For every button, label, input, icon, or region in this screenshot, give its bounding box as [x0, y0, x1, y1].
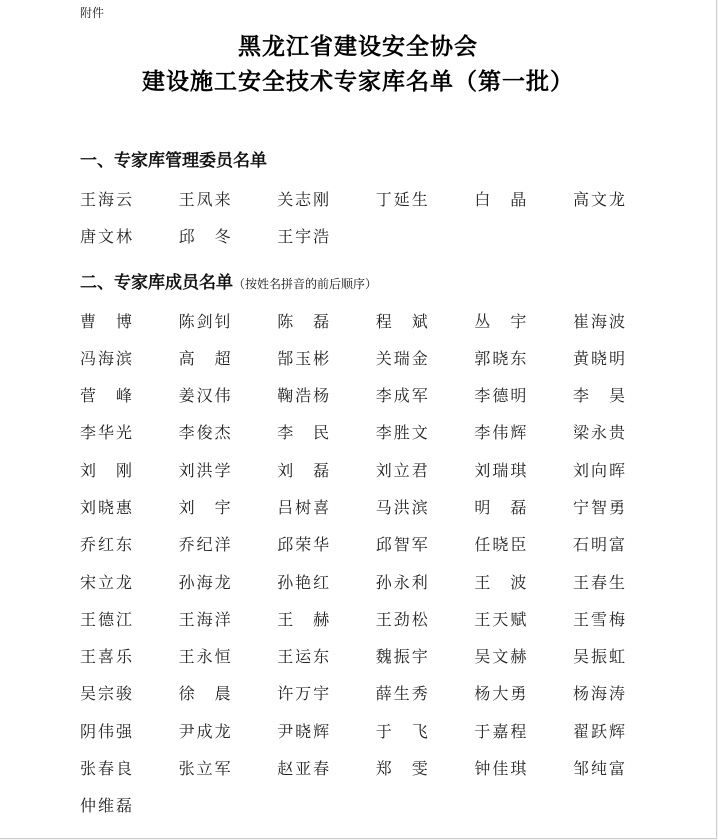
person-name: 唐 文 林	[80, 226, 132, 246]
committee-heading	[80, 146, 267, 171]
name-cell	[179, 530, 278, 567]
person-name: 刘 向 晖	[572, 460, 625, 480]
name-cell	[277, 716, 376, 753]
name-cell	[474, 492, 573, 529]
name-cell	[573, 754, 672, 791]
name-cell	[573, 716, 672, 753]
name-cell	[277, 604, 376, 641]
person-name: 石 明 富	[572, 535, 625, 555]
person-name: 丁 延 生	[375, 189, 428, 209]
name-cell	[277, 492, 376, 529]
person-name: 孙 艳 红	[277, 572, 330, 592]
person-name: 刘 磊	[277, 460, 330, 480]
name-cell	[179, 679, 278, 716]
name-cell	[474, 642, 573, 679]
person-name: 王 天 赋	[474, 609, 527, 629]
person-name: 邱 智 军	[375, 535, 428, 555]
person-name: 邹 纯 富	[572, 759, 625, 779]
document-title: 黑龙江省建设安全协会	[238, 34, 478, 60]
person-name: 李 民	[277, 423, 330, 443]
members-name-list	[80, 306, 672, 828]
person-name: 许 万 宇	[277, 684, 330, 704]
name-cell	[179, 418, 278, 455]
name-cell	[80, 455, 179, 492]
person-name: 王 宇 浩	[277, 226, 330, 246]
name-cell	[573, 604, 672, 641]
person-name: 翟 跃 辉	[572, 721, 625, 741]
name-cell	[179, 716, 278, 753]
name-cell	[179, 306, 278, 343]
name-cell	[277, 221, 376, 258]
person-name: 丛 宇	[474, 311, 527, 331]
person-name: 王 劲 松	[375, 609, 428, 629]
name-cell	[474, 754, 573, 791]
name-cell	[277, 306, 376, 343]
name-cell	[376, 418, 475, 455]
person-name: 王 海 洋	[178, 609, 231, 629]
person-name: 崔 海 波	[572, 311, 625, 331]
person-name: 李 伟 辉	[474, 423, 527, 443]
person-name: 徐 晨	[178, 684, 231, 704]
name-cell	[474, 604, 573, 641]
person-name: 吴 宗 骏	[80, 684, 132, 704]
name-cell	[474, 455, 573, 492]
person-name: 魏 振 宇	[375, 647, 428, 667]
name-cell	[573, 455, 672, 492]
person-name: 李 成 军	[375, 386, 428, 406]
name-cell	[80, 184, 179, 221]
person-name: 吴 文 赫	[474, 647, 527, 667]
committee-heading-text: 一、专家库管理委员名单	[80, 151, 267, 171]
name-cell	[474, 530, 573, 567]
person-name: 郑 雯	[375, 759, 428, 779]
name-cell	[80, 754, 179, 791]
name-cell	[80, 567, 179, 604]
person-name: 马 洪 滨	[375, 497, 428, 517]
name-cell	[80, 791, 179, 828]
person-name: 王 永 恒	[178, 647, 231, 667]
person-name: 鞠 浩 杨	[277, 386, 330, 406]
person-name: 杨 海 涛	[572, 684, 625, 704]
name-cell	[573, 381, 672, 418]
name-cell	[376, 567, 475, 604]
name-cell	[376, 754, 475, 791]
name-cell	[80, 530, 179, 567]
person-name: 张 立 军	[178, 759, 231, 779]
person-name: 杨 大 勇	[474, 684, 527, 704]
name-cell	[376, 343, 475, 380]
person-name: 王 海 云	[80, 189, 132, 209]
name-cell	[474, 306, 573, 343]
name-cell	[277, 381, 376, 418]
person-name: 孙 海 龙	[178, 572, 231, 592]
person-name: 仲 维 磊	[80, 796, 132, 816]
person-name: 尹 成 龙	[178, 721, 231, 741]
person-name: 王 德 江	[80, 609, 132, 629]
person-name: 吕 树 喜	[277, 497, 330, 517]
name-cell	[573, 184, 672, 221]
person-name: 关 志 刚	[277, 189, 330, 209]
person-name: 李 德 明	[474, 386, 527, 406]
name-cell	[474, 381, 573, 418]
person-name: 乔 红 东	[80, 535, 132, 555]
person-name: 王 波	[474, 572, 527, 592]
person-name: 梁 永 贵	[572, 423, 625, 443]
name-cell	[474, 679, 573, 716]
name-cell	[80, 381, 179, 418]
person-name: 高 超	[178, 348, 231, 368]
name-cell	[376, 455, 475, 492]
name-cell	[179, 381, 278, 418]
person-name: 薛 生 秀	[375, 684, 428, 704]
person-name: 王 运 东	[277, 647, 330, 667]
name-cell	[376, 716, 475, 753]
person-name: 高 文 龙	[572, 189, 625, 209]
person-name: 陈 磊	[277, 311, 330, 331]
person-name: 赵 亚 春	[277, 759, 330, 779]
person-name: 姜 汉 伟	[178, 386, 231, 406]
name-cell	[277, 754, 376, 791]
name-cell	[573, 642, 672, 679]
name-cell	[179, 642, 278, 679]
person-name: 邱 冬	[178, 226, 231, 246]
person-name: 王 雪 梅	[572, 609, 625, 629]
name-cell	[80, 679, 179, 716]
person-name: 陈 剑 钊	[178, 311, 231, 331]
person-name: 郭 晓 东	[474, 348, 527, 368]
name-cell	[277, 530, 376, 567]
name-cell	[80, 221, 179, 258]
name-cell	[573, 492, 672, 529]
person-name: 王 赫	[277, 609, 330, 629]
person-name: 于 飞	[375, 721, 428, 741]
person-name: 明 磊	[474, 497, 527, 517]
name-cell	[277, 418, 376, 455]
name-cell	[277, 679, 376, 716]
person-name: 刘 立 君	[375, 460, 428, 480]
name-cell	[573, 418, 672, 455]
name-cell	[179, 343, 278, 380]
name-cell	[179, 184, 278, 221]
person-name: 任 晓 臣	[474, 535, 527, 555]
name-cell	[376, 492, 475, 529]
person-name: 刘 宇	[178, 497, 231, 517]
name-cell	[179, 567, 278, 604]
name-cell	[573, 306, 672, 343]
name-cell	[376, 679, 475, 716]
name-cell	[573, 343, 672, 380]
name-cell	[80, 306, 179, 343]
person-name: 李 胜 文	[375, 423, 428, 443]
person-name: 邱 荣 华	[277, 535, 330, 555]
name-cell	[179, 455, 278, 492]
name-cell	[179, 492, 278, 529]
name-cell	[179, 754, 278, 791]
name-cell	[376, 642, 475, 679]
person-name: 孙 永 利	[375, 572, 428, 592]
person-name: 于 嘉 程	[474, 721, 527, 741]
name-cell	[277, 455, 376, 492]
name-cell	[573, 679, 672, 716]
name-cell	[376, 381, 475, 418]
name-cell	[573, 530, 672, 567]
attachment-label: 附件	[80, 6, 105, 20]
name-cell	[474, 418, 573, 455]
person-name: 张 春 良	[80, 759, 132, 779]
committee-name-list	[80, 184, 672, 259]
name-cell	[376, 306, 475, 343]
person-name: 刘 洪 学	[178, 460, 231, 480]
person-name: 宋 立 龙	[80, 572, 132, 592]
name-cell	[80, 418, 179, 455]
name-cell	[277, 343, 376, 380]
person-name: 黄 晓 明	[572, 348, 625, 368]
name-cell	[573, 567, 672, 604]
members-heading-text: 二、专家库成员名单	[80, 273, 233, 293]
name-cell	[80, 642, 179, 679]
person-name: 刘 瑞 琪	[474, 460, 527, 480]
name-cell	[179, 221, 278, 258]
document-subtitle: 建设施工安全技术专家库名单（第一批）	[142, 69, 574, 95]
person-name: 王 凤 来	[178, 189, 231, 209]
name-cell	[277, 567, 376, 604]
name-cell	[80, 604, 179, 641]
person-name: 曹 博	[80, 311, 132, 331]
person-name: 郜 玉 彬	[277, 348, 330, 368]
name-cell	[376, 530, 475, 567]
person-name: 王 喜 乐	[80, 647, 132, 667]
person-name: 白 晶	[474, 189, 527, 209]
name-cell	[376, 184, 475, 221]
person-name: 程 斌	[375, 311, 428, 331]
name-cell	[179, 604, 278, 641]
person-name: 吴 振 虹	[572, 647, 625, 667]
person-name: 关 瑞 金	[375, 348, 428, 368]
person-name: 王 春 生	[572, 572, 625, 592]
person-name: 乔 纪 洋	[178, 535, 231, 555]
person-name: 刘 刚	[80, 460, 132, 480]
person-name: 冯 海 滨	[80, 348, 132, 368]
person-name: 李 俊 杰	[178, 423, 231, 443]
name-cell	[80, 343, 179, 380]
name-cell	[277, 642, 376, 679]
person-name: 刘 晓 惠	[80, 497, 132, 517]
name-cell	[376, 604, 475, 641]
person-name: 菅 峰	[80, 386, 132, 406]
name-cell	[474, 716, 573, 753]
person-name: 李 华 光	[80, 423, 132, 443]
person-name: 钟 佳 琪	[474, 759, 527, 779]
person-name: 阴 伟 强	[80, 721, 132, 741]
name-cell	[474, 343, 573, 380]
name-cell	[277, 184, 376, 221]
name-cell	[80, 492, 179, 529]
person-name: 宁 智 勇	[572, 497, 625, 517]
members-heading	[80, 268, 377, 293]
name-cell	[474, 184, 573, 221]
name-cell	[474, 567, 573, 604]
person-name: 李 昊	[572, 386, 625, 406]
name-cell	[80, 716, 179, 753]
members-order-note: （按姓名拼音的前后顺序）	[233, 277, 378, 291]
person-name: 尹 晓 辉	[277, 721, 330, 741]
